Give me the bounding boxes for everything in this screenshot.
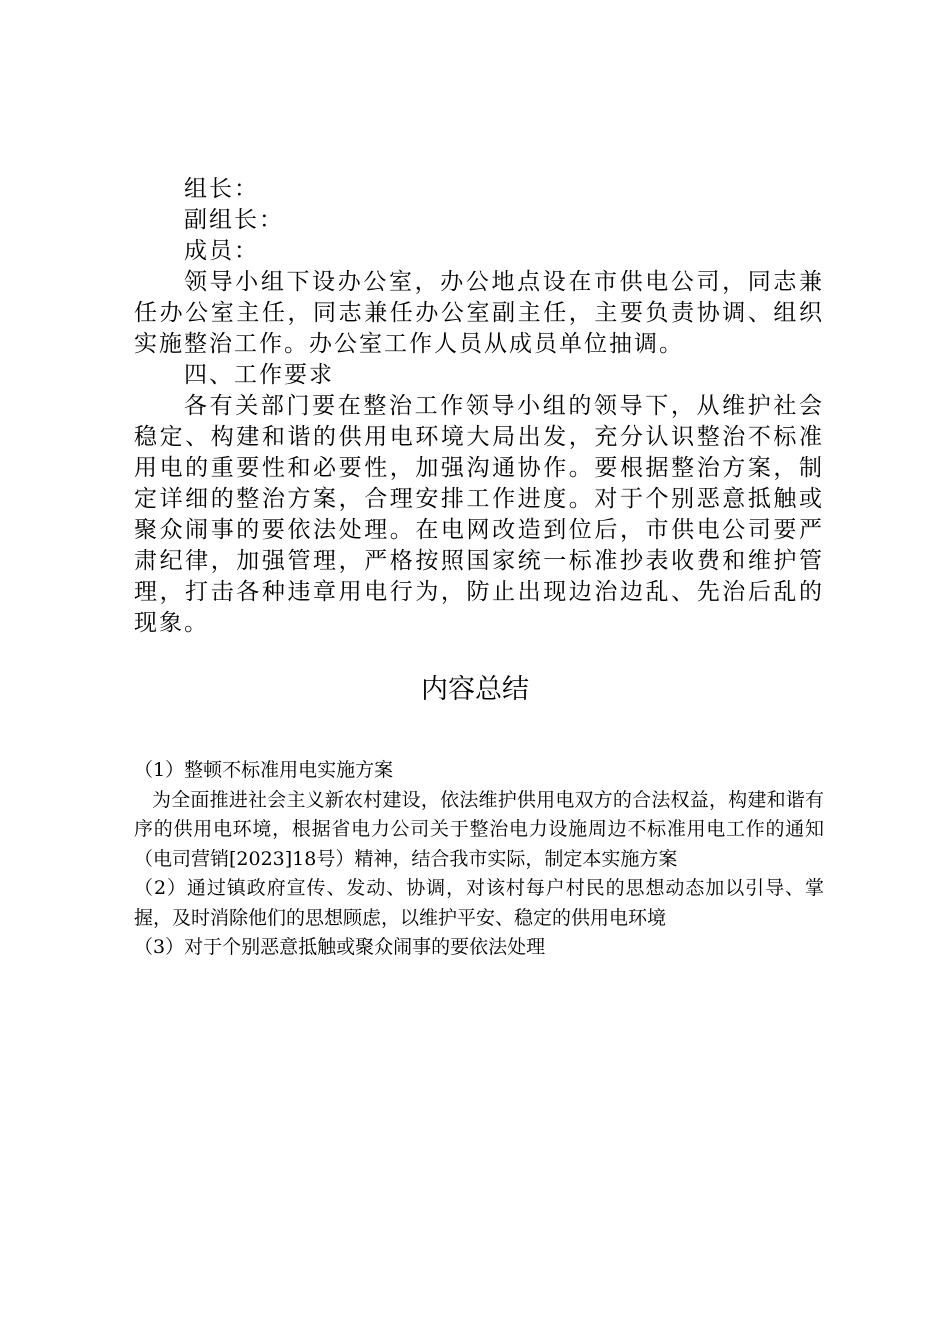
summary-item-1-text: 为全面推进社会主义新农村建设，依法维护供用电双方的合法权益，构建和谐有序的供用电环境，根据省电力公司关于整治电力设施周边不标准用电工作的通知（电司营销[2023]18号）精神，结合我市实际，制定本实施方案 <box>134 788 824 870</box>
summary-title: 内容总结 <box>421 674 529 705</box>
group-leader-line: 组长： <box>184 176 259 202</box>
summary-item-1-heading: （1）整顿不标准用电实施方案 <box>134 759 394 781</box>
members-line: 成员： <box>184 238 259 264</box>
section-heading-requirements: 四、工作要求 <box>184 362 334 388</box>
summary-section <box>134 756 824 963</box>
summary-item-3: （3）对于个别恶意抵触或聚众闹事的要依法处理 <box>134 936 546 958</box>
office-paragraph: 领导小组下设办公室，办公地点设在市供电公司，同志兼任办公室主任，同志兼任办公室副主任，主要负责协调、组织实施整治工作。办公室工作人员从成员单位抽调。 <box>134 269 824 357</box>
document-body <box>134 174 824 639</box>
requirements-paragraph: 各有关部门要在整治工作领导小组的领导下，从维护社会稳定、构建和谐的供用电环境大局出发，充分认识整治不标准用电的重要性和必要性，加强沟通协作。要根据整治方案，制定详细的整治方案，合理安排工作进度。对于个别恶意抵触或聚众闹事的要依法处理。在电网改造到位后，市供电公司要严肃纪律，加强管理，严格按照国家统一标准抄表收费和维护管理，打击各种违章用电行为，防止出现边治边乱、先治后乱的现象。 <box>134 393 824 636</box>
deputy-leader-line: 副组长： <box>184 207 284 233</box>
summary-item-2: （2）通过镇政府宣传、发动、协调，对该村每户村民的思想动态加以引导、掌握，及时消除他们的思想顾虑，以维护平安、稳定的供用电环境 <box>134 877 824 929</box>
